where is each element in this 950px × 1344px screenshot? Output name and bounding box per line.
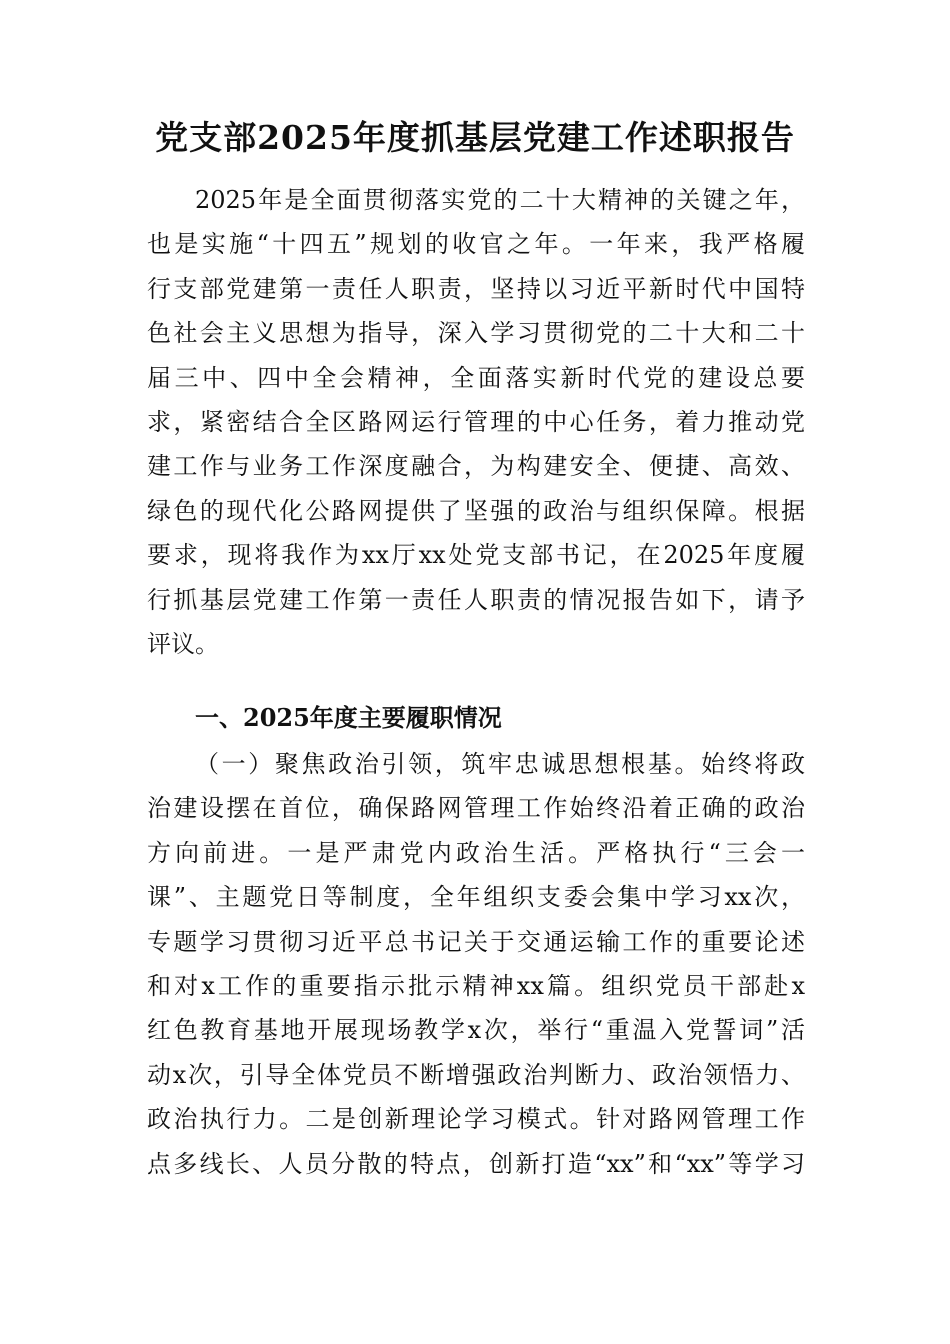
text-line: 2025年是全面贯彻落实党的二十大精神的关键之年， [195, 186, 805, 214]
text-line: 红色教育基地开展现场教学x次，举行“重温入党誓词”活 [147, 1016, 805, 1045]
text-line: 动x次，引导全体党员不断增强政治判断力、政治领悟力、 [147, 1060, 805, 1089]
text-line: 点多线长、人员分散的特点，创新打造“xx”和“xx”等学习 [147, 1149, 805, 1178]
text-line: 行支部党建第一责任人职责，坚持以习近平新时代中国特 [147, 274, 805, 303]
document-title: 党支部2025年度抓基层党建工作述职报告 [155, 118, 795, 157]
text-line: 建工作与业务工作深度融合，为构建安全、便捷、高效、 [147, 452, 805, 481]
text-line: （一）聚焦政治引领，筑牢忠诚思想根基。始终将政 [195, 750, 805, 778]
text-line: 课”、主题党日等制度，全年组织支委会集中学习xx次， [147, 883, 805, 912]
text-line: 色社会主义思想为指导，深入学习贯彻党的二十大和二十 [147, 319, 805, 348]
text-line: 绿色的现代化公路网提供了坚强的政治与组织保障。根据 [147, 496, 805, 525]
text-line: 要求，现将我作为xx厅xx处党支部书记，在2025年度履 [147, 541, 805, 570]
text-line: 求，紧密结合全区路网运行管理的中心任务，着力推动党 [147, 408, 805, 436]
text-line: 治建设摆在首位，确保路网管理工作始终沿着正确的政治 [147, 794, 805, 823]
text-line: 届三中、四中全会精神，全面落实新时代党的建设总要 [147, 363, 805, 392]
text-line: 也是实施“十四五”规划的收官之年。一年来，我严格履 [147, 230, 805, 259]
text-line: 专题学习贯彻习近平总书记关于交通运输工作的重要论述 [147, 927, 805, 956]
text-line: 行抓基层党建工作第一责任人职责的情况报告如下，请予 [147, 585, 805, 614]
text-line: 评议。 [147, 630, 219, 658]
text-line: 和对x工作的重要指示批示精神xx篇。组织党员干部赴x [147, 972, 805, 1000]
text-line: 政治执行力。二是创新理论学习模式。针对路网管理工作 [147, 1105, 805, 1134]
text-line: 方向前进。一是严肃党内政治生活。严格执行“三会一 [147, 838, 805, 867]
section-heading: 一、2025年度主要履职情况 [195, 703, 502, 732]
